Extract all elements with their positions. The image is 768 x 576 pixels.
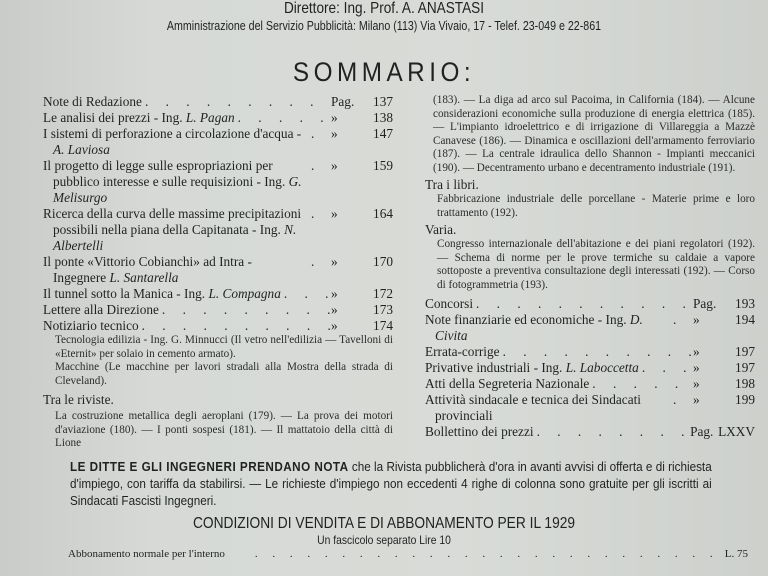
leader-dots xyxy=(673,312,693,328)
toc-entry-page: 197 xyxy=(735,360,755,375)
conditions-title: CONDIZIONI DI VENDITA E DI ABBONAMENTO PER IL 1929 xyxy=(192,514,576,532)
toc-entry-line xyxy=(43,158,393,206)
toc-entry-page: 193 xyxy=(735,296,755,311)
toc-entry xyxy=(425,296,755,312)
toc-entry xyxy=(43,286,393,302)
toc-entry-marker: » xyxy=(331,206,338,221)
left-column xyxy=(43,94,393,451)
toc-entry-marker: Pag. xyxy=(690,424,714,439)
toc-entry-text: Atti della Segreteria Nazionale xyxy=(425,376,590,391)
toc-entry-line xyxy=(425,392,755,424)
toc-entry-page: 164 xyxy=(373,206,393,221)
toc-entry-page: 159 xyxy=(373,158,393,173)
leader-dots xyxy=(142,318,331,334)
toc-entry-author: A. Laviosa xyxy=(53,142,110,157)
notiziario-sub-item: Macchine (Le macchine per lavori stradali alla Mostra della strada di Cleveland). xyxy=(55,361,393,387)
toc-entry-line xyxy=(43,318,393,334)
toc-entry-text: Lettere alla Direzione xyxy=(43,302,159,317)
toc-entry-title xyxy=(425,344,500,360)
toc-entry-title xyxy=(425,312,670,344)
toc-entry-line xyxy=(43,286,393,302)
libri-heading: Tra i libri. xyxy=(425,177,479,192)
toc-entry-title xyxy=(43,126,308,158)
toc-entry-title xyxy=(425,360,639,376)
leader-dots xyxy=(642,360,693,376)
toc-entry-marker: » xyxy=(693,376,700,391)
toc-entry xyxy=(425,392,755,424)
leader-dots xyxy=(592,376,693,392)
toc-entry-marker: » xyxy=(331,318,338,333)
toc-entry-text: Concorsi xyxy=(425,296,474,311)
toc-entry-text: Notiziario tecnico xyxy=(43,318,139,333)
notiziario-sub-item: Tecnologia edilizia - Ing. G. Minnucci (Il vetro nell'edilizia — Tavelloni di «Eternit» per solaio in cemento armato). xyxy=(55,334,393,360)
toc-entry-line xyxy=(43,206,393,254)
toc-entry-text: Note di Redazione xyxy=(43,94,142,109)
toc-entry-text: Il progetto di legge sulle espropriazioni per pubblico interesse e sulle requisizioni - Ing. xyxy=(43,158,289,189)
toc-entry-title xyxy=(425,424,534,440)
toc-entry-text: Il ponte «Vittorio Cobianchi» ad Intra - Ingegnere xyxy=(43,254,252,285)
toc-entry-title xyxy=(43,206,308,254)
toc-entry xyxy=(43,110,393,126)
toc-entry-author: D. Civita xyxy=(435,312,643,343)
toc-entry-marker: » xyxy=(693,312,700,327)
toc-entry-text: Note finanziarie ed economiche - Ing. xyxy=(425,312,630,327)
toc-entry xyxy=(425,312,755,344)
toc-entry-line xyxy=(425,344,755,360)
toc-entry-author: L. Pagan xyxy=(185,110,235,125)
toc-entry xyxy=(43,158,393,206)
toc-entry-marker: Pag. xyxy=(693,296,717,311)
riviste-text: La costruzione metallica degli aeroplani (179). — La prova dei motori d'aviazione (180). — I ponti sospesi (181). — Il mattatoio della città di Lione xyxy=(55,410,393,449)
toc-entry xyxy=(425,360,755,376)
leader-dots xyxy=(311,254,331,270)
toc-entry xyxy=(43,254,393,286)
subscription-label: Abbonamento normale per l'interno xyxy=(68,547,225,560)
leader-dots xyxy=(537,424,691,440)
toc-entry-title xyxy=(43,318,139,334)
leader-dots xyxy=(311,158,331,174)
toc-entry-page: 199 xyxy=(735,392,755,407)
toc-entry-line xyxy=(43,110,393,126)
leader-dots xyxy=(476,296,693,312)
leader-dots xyxy=(503,344,693,360)
toc-entry-line xyxy=(43,126,393,158)
toc-entry xyxy=(43,302,393,318)
toc-entry-author: N. Albertelli xyxy=(53,222,297,253)
toc-entry-text: Il tunnel sotto la Manica - Ing. xyxy=(43,286,209,301)
leader-dots xyxy=(311,206,331,222)
toc-entry-marker: Pag. xyxy=(331,94,355,109)
riviste-continued: (183). — La diga ad arco sul Pacoima, in California (184). — Alcune considerazioni economiche sulla produzione di energia elettrica (185). — L'impianto idroelettrico e di irrigazione di Villareggia a Mazzè Canavese (186). — Dinamica e oscillazioni dell'armamento ferroviario (187). — La centrale idraulica dello Shannon - Impianti meccanici (190). — Decentramento urbano e decentramento industriale (191). xyxy=(433,94,755,174)
toc-entry-line xyxy=(43,94,393,110)
right-column xyxy=(425,94,755,440)
leader-dots xyxy=(145,94,331,110)
leader-dots xyxy=(311,126,331,142)
toc-entry-page: 198 xyxy=(735,376,755,391)
toc-entry-marker: » xyxy=(693,344,700,359)
toc-entry-line xyxy=(425,376,755,392)
single-issue-price: Un fascicolo separato Lire 10 xyxy=(317,532,451,547)
right-entries xyxy=(425,296,755,440)
toc-entry-page: 138 xyxy=(373,110,393,125)
leader-dots xyxy=(284,286,331,302)
toc-entry-marker: » xyxy=(693,392,700,407)
toc-entry-page: 174 xyxy=(373,318,393,333)
toc-entry-title xyxy=(43,158,308,206)
toc-entry-page: 172 xyxy=(373,286,393,301)
toc-entry xyxy=(425,344,755,360)
toc-entry-page: 170 xyxy=(373,254,393,269)
toc-entry-line xyxy=(425,296,755,312)
toc-entry-line xyxy=(43,302,393,318)
toc-entry-text: Errata-corrige xyxy=(425,344,500,359)
libri-text: Fabbricazione industriale delle porcellane - Materie prime e loro trattamento (192). xyxy=(437,193,755,219)
toc-entry-page: 173 xyxy=(373,302,393,317)
toc-entry xyxy=(43,318,393,334)
toc-entry-page: 147 xyxy=(373,126,393,141)
toc-entry xyxy=(43,206,393,254)
leader-dots xyxy=(673,392,693,408)
notiziario-subitems xyxy=(43,334,393,388)
toc-entry xyxy=(43,126,393,158)
toc-entry xyxy=(425,376,755,392)
toc-entry-marker: » xyxy=(331,158,338,173)
toc-entry-text: Bollettino dei prezzi xyxy=(425,424,534,439)
toc-entry-marker: » xyxy=(331,254,338,269)
toc-entry-title xyxy=(425,392,670,424)
notice-paragraph xyxy=(70,459,712,510)
toc-entry-title xyxy=(43,302,159,318)
notice-text: che la Rivista pubblicherà d'ora in avanti avvisi di offerta e di richiesta d'impiego, con tariffa da stabilirsi. — Le richieste d'impiego non eccedenti 4 righe di colonna sono gratuite per gli iscritti ai Sindacati Fascisti Ingegneri. xyxy=(70,459,712,508)
riviste-heading: Tra le riviste. xyxy=(43,392,114,407)
subscription-row xyxy=(68,548,748,561)
toc-entry-author: L. Compagna xyxy=(208,286,281,301)
toc-entry-title xyxy=(425,376,590,392)
toc-entry-text: Privative industriali - Ing. xyxy=(425,360,566,375)
notice-bold: LE DITTE E GLI INGEGNERI PRENDANO NOTA xyxy=(70,459,349,474)
table-of-contents xyxy=(0,94,768,451)
toc-entry-line xyxy=(425,312,755,344)
toc-entry-marker: » xyxy=(693,360,700,375)
toc-entry-author: L. Santarella xyxy=(109,270,179,285)
subscription-price: L. 75 xyxy=(724,547,748,560)
toc-entry-text: I sistemi di perforazione a circolazione d'acqua - xyxy=(43,126,302,141)
toc-entry xyxy=(425,424,755,440)
toc-entry-page: 194 xyxy=(735,312,755,327)
toc-entry-page: 197 xyxy=(735,344,755,359)
toc-entry-title xyxy=(425,296,474,312)
toc-entry-marker: » xyxy=(331,286,338,301)
left-entries xyxy=(43,94,393,334)
varia-text: Congresso internazionale dell'abitazione e dei piani regolatori (192). — Schema di norme per le prove termiche su caldaie a vapore sottoposte a preventiva consultazione degli interessati (192). — Corso di fotogrammetria (193). xyxy=(437,238,755,291)
toc-entry-title xyxy=(43,110,235,126)
toc-entry-page: 137 xyxy=(373,94,393,109)
toc-entry-text: Ricerca della curva delle massime precipitazioni possibili nella piana della Capitanata - Ing. xyxy=(43,206,302,237)
administration-line: Amministrazione del Servizio Pubblicità: Milano (113) Via Vivaio, 17 - Telef. 23-049 e 22-861 xyxy=(166,18,602,33)
leader-dots xyxy=(238,110,331,126)
toc-entry-title xyxy=(43,286,281,302)
toc-entry-line xyxy=(425,360,755,376)
toc-entry-author: G. Melisurgo xyxy=(53,174,302,205)
toc-entry-marker: » xyxy=(331,110,338,125)
toc-entry-text: Attività sindacale e tecnica dei Sindacati provinciali xyxy=(425,392,641,423)
toc-entry-line xyxy=(43,254,393,286)
toc-entry-page: LXXV xyxy=(718,424,755,439)
leader-dots xyxy=(162,302,331,318)
toc-entry-line xyxy=(425,424,755,440)
toc-entry-text: Le analisi dei prezzi - Ing. xyxy=(43,110,186,125)
toc-entry xyxy=(43,94,393,110)
director-line: Direttore: Ing. Prof. A. ANASTASI xyxy=(283,0,485,17)
leader-dots xyxy=(255,548,725,561)
page-title: SOMMARIO: xyxy=(292,57,476,87)
toc-entry-marker: » xyxy=(331,302,338,317)
toc-entry-author: L. Laboccetta xyxy=(565,360,639,375)
toc-entry-marker: » xyxy=(331,126,338,141)
toc-entry-title xyxy=(43,94,142,110)
varia-heading: Varia. xyxy=(425,222,457,237)
toc-entry-title xyxy=(43,254,308,286)
